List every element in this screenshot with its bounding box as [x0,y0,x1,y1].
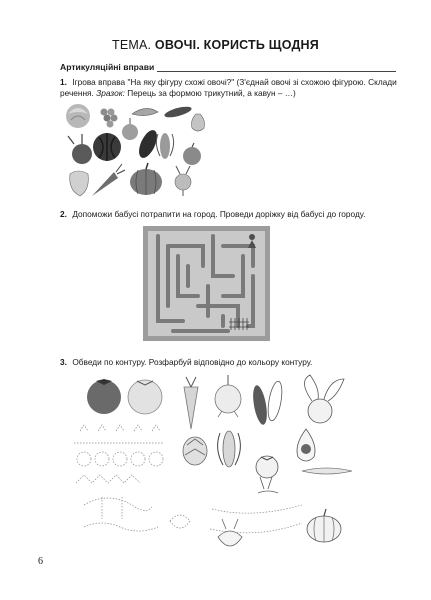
title-main: ОВОЧІ. КОРИСТЬ ЩОДНЯ [154,38,319,52]
garden-maze-image [143,226,270,341]
vegetables-collage-image [62,100,212,202]
title-prefix: ТЕМА. [112,38,152,52]
task-1-text-main: Ігрова вправа "На яку фігуру схожі овочі?" (З'єднай овочі зі схожою фігурою. Склади речення. [60,77,397,98]
tomato-outline-icon [128,380,162,414]
eggplant-outline-icon [251,380,285,425]
beet-icon [68,134,92,164]
section-heading [60,62,396,72]
page-title [0,38,431,52]
corn-outline-icon [218,431,241,467]
task-1 [60,77,400,99]
heading-rule [157,63,396,72]
section-heading-text: Артикуляційні вправи [60,62,155,72]
task-3 [60,357,400,368]
task-1-example-label: Зразок: [96,88,125,98]
carrot-outline-icon [184,377,198,429]
pear-icon [192,114,205,131]
task-1-number: 1. [60,77,67,87]
pumpkin-outline-icon [307,509,341,542]
cucumber-outline-icon [302,468,352,474]
pumpkin-icon [130,163,162,195]
pea-pod-icon [132,108,158,115]
carrot-icon [92,164,125,196]
onion-icon [122,118,138,140]
vegetable-tracing-sheet [62,369,362,564]
cabbage-icon [66,104,90,128]
corn-icon [156,133,173,159]
task-3-text: Обведи по контуру. Розфарбуй відповідно до кольору контуру. [72,357,313,367]
tomato-small-outline-icon [256,456,278,478]
cucumber-icon [163,105,192,120]
turnip-icon [175,166,191,196]
tracing-curves [84,497,302,533]
task-2 [60,209,400,220]
watermelon-icon [93,133,121,161]
tracing-tomatoes [74,425,164,483]
radish-outline-icon [258,477,278,493]
onion-outline-icon [215,375,241,417]
avocado-outline-icon [297,429,315,461]
task-1-text-example: Перець за формою трикутний, а кавун – …) [127,88,296,98]
task-3-number: 3. [60,357,67,367]
grapes-icon [101,109,118,128]
page-number: 6 [38,556,43,567]
beet-outline-icon [304,375,344,423]
task-2-number: 2. [60,209,67,219]
tomato-filled-icon [87,379,121,414]
apple-icon [183,143,201,165]
pepper-icon [70,171,89,196]
beet-small-outline-icon [218,519,242,546]
task-2-text: Допоможи бабусі потрапити на город. Проведи доріжку від бабусі до городу. [72,209,366,219]
artichoke-outline-icon [183,437,207,465]
task-1-text [60,77,397,98]
